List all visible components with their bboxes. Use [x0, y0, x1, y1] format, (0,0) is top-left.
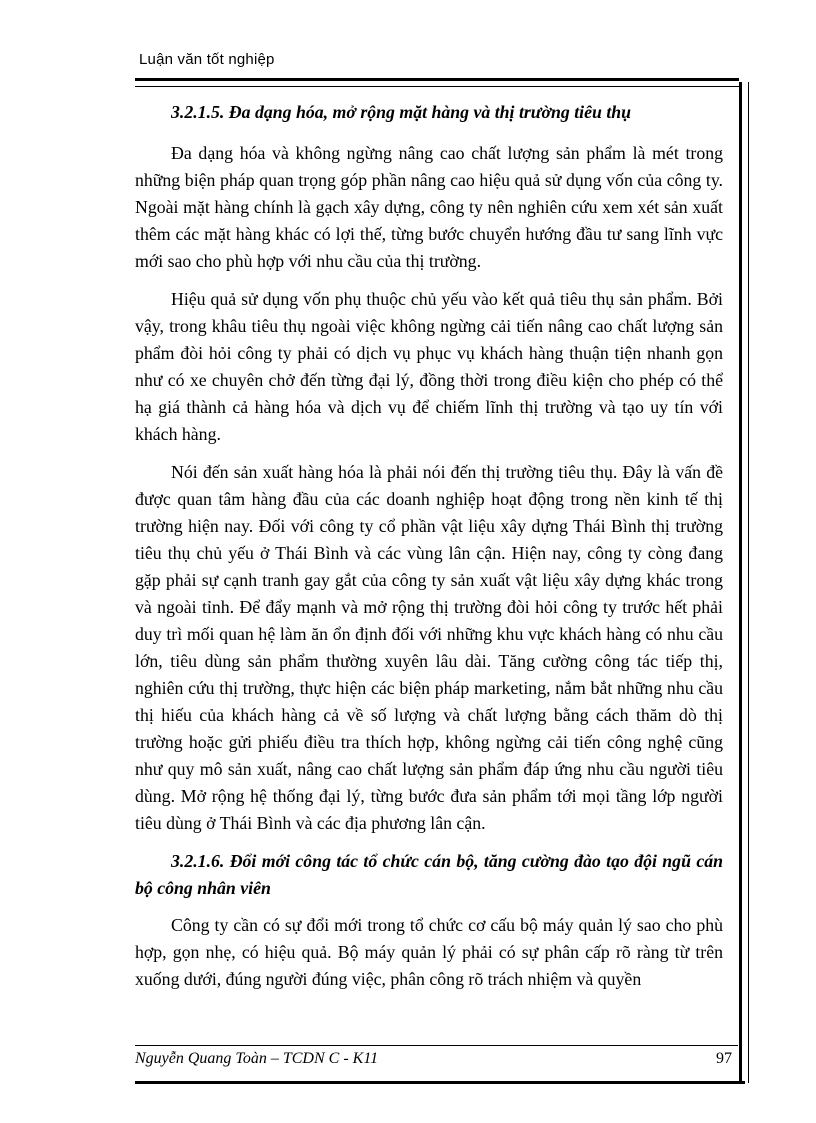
section-heading-3-2-1-6: 3.2.1.6. Đổi mới công tác tổ chức cán bộ, tăng cường đào tạo đội ngũ cán bộ công nhân viên: [135, 851, 723, 898]
footer-author: Nguyễn Quang Toàn – TCDN C - K11: [135, 1050, 379, 1067]
footer-rule: [135, 1045, 738, 1046]
page-number: 97: [716, 1050, 732, 1067]
bottom-page-border: [135, 1081, 745, 1084]
body-text: [135, 99, 723, 1004]
paragraph: Công ty cần có sự đổi mới trong tổ chức cơ cấu bộ máy quản lý sao cho phù hợp, gọn nhẹ, có hiệu quả. Bộ máy quản lý phải có sự phân cấp rõ ràng từ trên xuống dưới, đúng người đúng việc, phân công rõ trách nhiệm và quyền: [135, 915, 723, 989]
paragraph: Hiệu quả sử dụng vốn phụ thuộc chủ yếu vào kết quả tiêu thụ sản phẩm. Bởi vậy, trong khâu tiêu thụ ngoài việc không ngừng cải tiến nâng cao chất lượng sản phẩm đòi hỏi công ty phải có dịch vụ phục vụ khách hàng thuận tiện nhanh gọn như có xe chuyên chở đến từng đại lý, đồng thời trong điều kiện cho phép có thể hạ giá thành cả hàng hóa và dịch vụ để chiếm lĩnh thị trường và tạo uy tín với khách hàng.: [135, 289, 723, 444]
right-page-border: [739, 82, 749, 1083]
section-heading-3-2-1-5: 3.2.1.5. Đa dạng hóa, mở rộng mặt hàng và thị trường tiêu thụ: [171, 102, 632, 122]
header-title: Luận văn tốt nghiệp: [139, 51, 275, 68]
paragraph: Đa dạng hóa và không ngừng nâng cao chất lượng sản phẩm là mét trong những biện pháp quan trọng góp phần nâng cao hiệu quả sử dụng vốn của công ty. Ngoài mặt hàng chính là gạch xây dựng, công ty nên nghiên cứu xem xét sản xuất thêm các mặt hàng khác có lợi thế, từng bước chuyển hướng đầu tư sang lĩnh vực mới sao cho phù hợp với nhu cầu của thị trường.: [135, 143, 723, 271]
paragraph: Nói đến sản xuất hàng hóa là phải nói đến thị trường tiêu thụ. Đây là vấn đề được quan tâm hàng đầu của các doanh nghiệp hoạt động trong nền kinh tế thị trường hiện nay. Đối với công ty cổ phần vật liệu xây dựng Thái Bình thị trường tiêu thụ chủ yếu ở Thái Bình và các vùng lân cận. Hiện nay, công ty còng đang gặp phải sự cạnh tranh gay gắt của công ty sản xuất vật liệu xây dựng khác trong và ngoài tỉnh. Để đẩy mạnh và mở rộng thị trường đòi hỏi công ty trước hết phải duy trì mối quan hệ làm ăn ổn định đối với những khu vực khách hàng có nhu cầu lớn, tiêu dùng sản phẩm thường xuyên lâu dài. Tăng cường công tác tiếp thị, nghiên cứu thị trường, thực hiện các biện pháp marketing, nắm bắt những nhu cầu thị hiếu của khách hàng cả về số lượng và chất lượng bằng cách thăm dò thị trường hoặc gửi phiếu điều tra thích hợp, không ngừng cải tiến công nghệ cũng như quy mô sản xuất, nâng cao chất lượng sản phẩm đáp ứng nhu cầu người tiêu dùng. Mở rộng hệ thống đại lý, từng bước đưa sản phẩm tới mọi tầng lớp người tiêu dùng ở Thái Bình và các địa phương lân cận.: [135, 462, 723, 833]
header-rule: [135, 78, 739, 87]
